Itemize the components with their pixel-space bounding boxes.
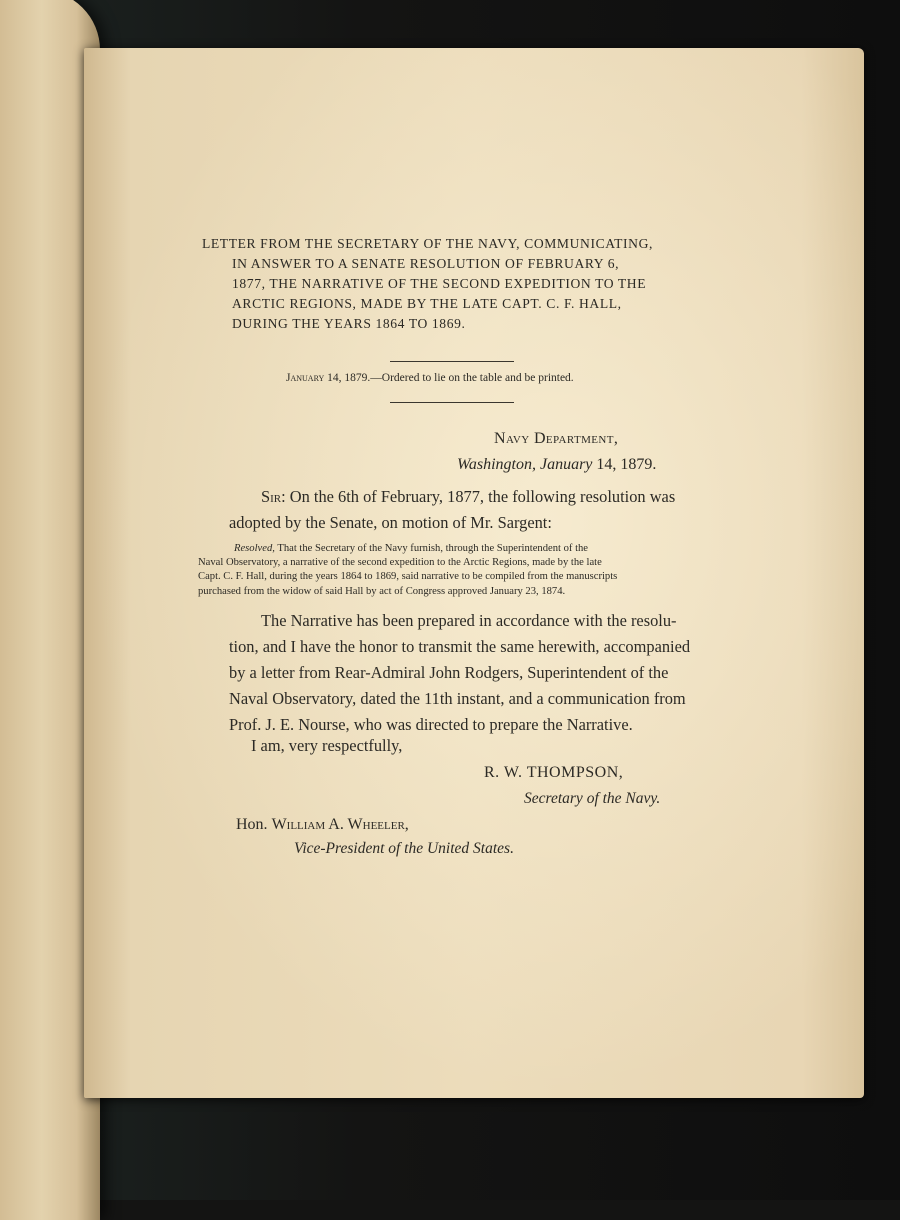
book-page	[84, 48, 864, 1098]
paragraph-intro	[229, 484, 715, 536]
paragraph-line: adopted by the Senate, on motion of Mr. Sargent:	[229, 513, 552, 532]
place: Washington, January	[457, 456, 593, 473]
heading-line: DURING THE YEARS 1864 TO 1869.	[232, 316, 466, 331]
heading-line: ARCTIC REGIONS, MADE BY THE LATE CAPT. C. F. HALL,	[232, 296, 622, 311]
addressee-title: Vice-President of the United States.	[294, 840, 514, 857]
department-line: Navy Department,	[494, 430, 619, 447]
paragraph-line: Naval Observatory, dated the 11th instant, and a communication from	[229, 689, 686, 708]
resolved-label: Resolved,	[234, 543, 275, 554]
paragraph-narrative	[229, 608, 715, 738]
addressee-name: William A. Wheeler,	[271, 816, 409, 833]
resolution-line: Capt. C. F. Hall, during the years 1864 to 1869, said narrative to be compiled from the manuscripts	[198, 571, 618, 583]
document-heading	[202, 234, 742, 334]
paragraph-text: : On the 6th of February, 1877, the following resolution was	[281, 487, 676, 506]
order-note	[286, 372, 574, 384]
paragraph-line: by a letter from Rear-Admiral John Rodgers, Superintendent of the	[229, 663, 669, 682]
signer-title: Secretary of the Navy.	[524, 790, 661, 807]
paragraph-line: tion, and I have the honor to transmit the same herewith, accompanied	[229, 637, 691, 656]
resolution-line	[198, 542, 718, 556]
resolution-text: That the Secretary of the Navy furnish, through the Superintendent of the	[274, 543, 589, 554]
order-text: 14, 1879.—Ordered to lie on the table and be printed.	[324, 372, 574, 384]
place-date-line	[457, 456, 656, 474]
signer-name: R. W. THOMPSON,	[484, 764, 624, 781]
order-date: January	[286, 372, 325, 384]
salutation: Sir	[261, 487, 282, 506]
heading-line: 1877, THE NARRATIVE OF THE SECOND EXPEDITION TO THE	[232, 276, 647, 291]
date: 14, 1879.	[592, 456, 657, 473]
closing-line: I am, very respectfully,	[251, 736, 403, 755]
divider-rule	[390, 361, 514, 362]
divider-rule	[390, 402, 514, 403]
paragraph-line: The Narrative has been prepared in accordance with the resolu-	[261, 611, 677, 630]
heading-line: LETTER FROM THE SECRETARY OF THE NAVY, COMMUNICATING,	[202, 236, 654, 251]
paragraph-line	[229, 484, 715, 510]
addressee-line	[236, 816, 409, 834]
resolution-line: Naval Observatory, a narrative of the second expedition to the Arctic Regions, made by the late	[198, 557, 602, 569]
addressee-honorific: Hon.	[236, 816, 268, 833]
resolution-quote	[198, 542, 718, 599]
paragraph-line: Prof. J. E. Nourse, who was directed to prepare the Narrative.	[229, 715, 633, 734]
heading-line: IN ANSWER TO A SENATE RESOLUTION OF FEBRUARY 6,	[232, 256, 620, 271]
resolution-line: purchased from the widow of said Hall by act of Congress approved January 23, 1874.	[198, 585, 566, 597]
